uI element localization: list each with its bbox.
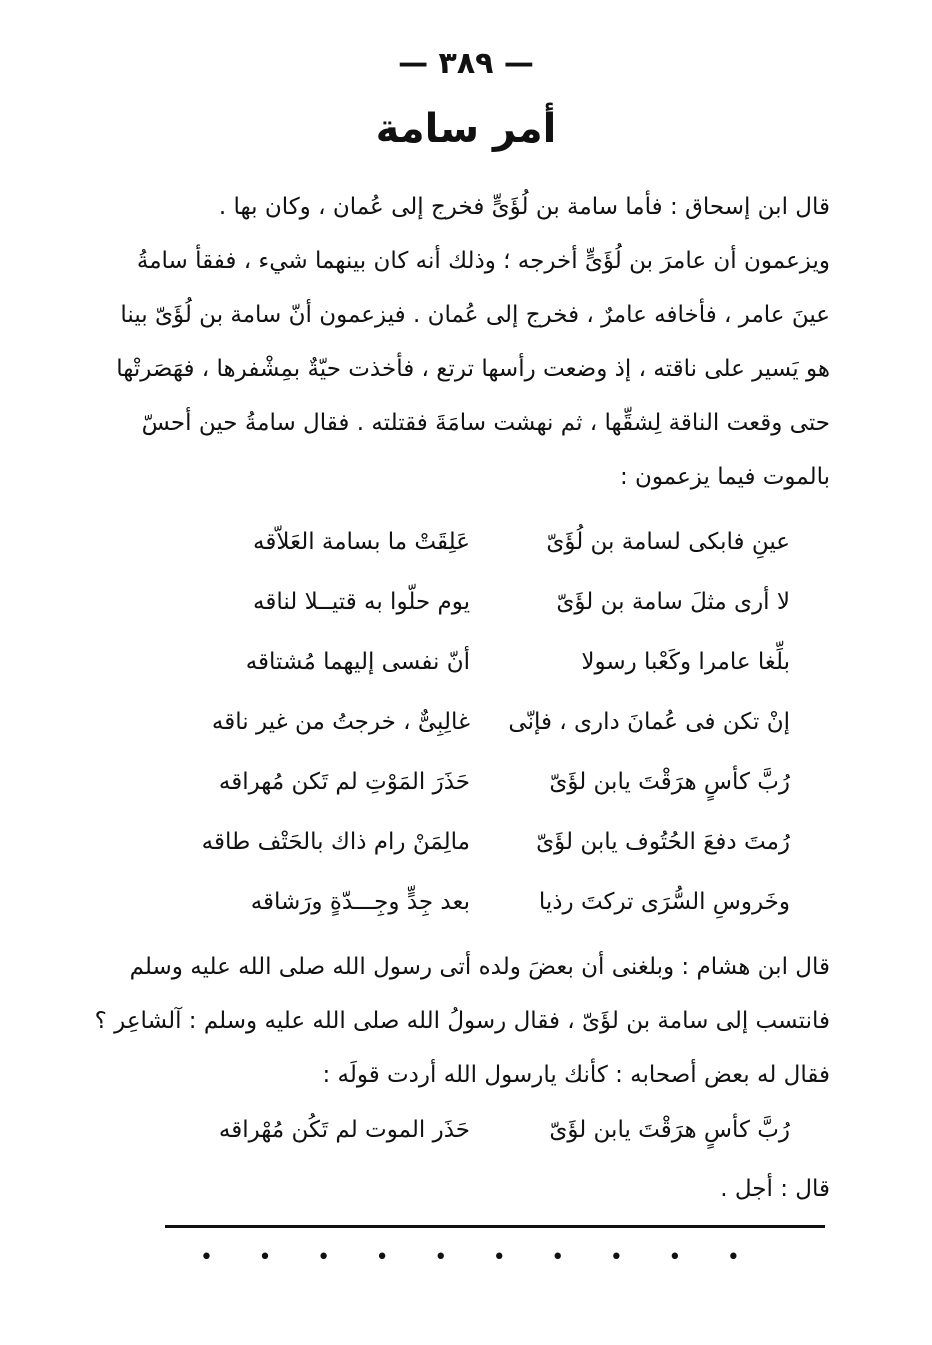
verse-hemistich-2: حَذَر الموت لم تَكُن مُهْراقه (218, 1117, 470, 1143)
paragraph-line: قال ابن إسحاق : فأما سامة بن لُؤَىٍّ فخرج إلى عُمان ، وكان بها . (218, 193, 830, 220)
ornament-dot: • (434, 1245, 448, 1270)
verse-hemistich-1: بلِّغا عامرا وكَعْبا رسولا (581, 649, 790, 675)
poem-1 (190, 512, 790, 932)
verse-hemistich-1: عينِ فابكى لسامة بن لُؤَىّ (546, 529, 790, 555)
ornament-dot: • (492, 1245, 506, 1270)
footer-rule (165, 1225, 825, 1228)
paragraph-line: عينَ عامر ، فأخافه عامرٌ ، فخرج إلى عُمان . فيزعمون أنّ سامة بن لُؤَىّ بينا (120, 301, 830, 328)
page-number: — ٣٨٩ — (398, 46, 534, 81)
paragraph-line: ويزعمون أن عامرَ بن لُؤَىٍّ أخرجه ؛ وذلك أنه كان بينهما شيء ، ففقأ سامةُ (136, 247, 830, 274)
footer-dots (200, 1245, 740, 1270)
verse-line (190, 632, 790, 692)
paragraph-line: فانتسب إلى سامة بن لؤَىّ ، فقال رسولُ الله صلى الله عليه وسلم : آلشاعِر ؟ (94, 1007, 830, 1034)
paragraph-line: قال ابن هشام : وبلغنى أن بعضَ ولده أتى رسول الله صلى الله عليه وسلم (129, 953, 830, 980)
verse-hemistich-1: إنْ تكن فى عُمانَ دارى ، فإنّى (508, 709, 790, 735)
verse-hemistich-2: مالِمَنْ رام ذاك بالحَتْف طاقه (201, 829, 470, 855)
verse-hemistich-1: وخَروسِ السُّرَى تركتَ رذيا (538, 889, 790, 915)
verse-hemistich-2: يوم حلّوا به قتيــلا لناقه (253, 589, 470, 615)
ornament-dot: • (375, 1245, 389, 1270)
paragraph-2 (94, 940, 830, 1102)
ornament-dot: • (258, 1245, 272, 1270)
paragraph-1 (116, 180, 830, 504)
verse-line (190, 572, 790, 632)
section-title: أمر سامة (375, 106, 557, 152)
paragraph-line: بالموت فيما يزعمون : (619, 463, 830, 490)
verse-line (190, 812, 790, 872)
verse-hemistich-1: رُبَّ كأسٍ هرَقْتَ يابن لؤَىّ (549, 1117, 790, 1143)
paragraph-line: فقال له بعض أصحابه : كأنك يارسول الله أردت قولَه : (322, 1061, 830, 1088)
verse-line (190, 1100, 790, 1160)
verse-line (190, 752, 790, 812)
ornament-dot: • (668, 1245, 682, 1270)
ornament-dot: • (317, 1245, 331, 1270)
verse-hemistich-2: حَذَرَ المَوْتِ لم تَكن مُهراقه (218, 769, 470, 795)
verse-line (190, 692, 790, 752)
paragraph-line: حتى وقعت الناقة لِشقِّها ، ثم نهشت سامَةَ فقتلته . فقال سامةُ حين أحسّ (141, 409, 830, 436)
closing-line: قال : أجل . (720, 1175, 830, 1202)
verse-line (190, 512, 790, 572)
closing-line-container (150, 1162, 830, 1216)
verse-hemistich-2: غالِبِىٌّ ، خرجتُ من غير ناقه (211, 709, 470, 735)
verse-hemistich-1: رُبَّ كأسٍ هرَقْتَ يابن لؤَىّ (549, 769, 790, 795)
paragraph-line: هو يَسير على ناقته ، إذ وضعت رأسها ترتع ، فأخذت حيّةٌ بمِشْفرها ، فهَصَرتْها (116, 355, 830, 382)
ornament-dot: • (609, 1245, 623, 1270)
verse-hemistich-1: رُمتَ دفعَ الحُتُوف يابن لؤَىّ (536, 829, 790, 855)
verse-hemistich-2: عَلِقَتْ ما بسامة العَلاّقه (253, 529, 470, 555)
ornament-dot: • (200, 1245, 213, 1270)
verse-hemistich-2: بعد جِدٍّ وجِـــدّةٍ ورَشاقه (250, 889, 470, 915)
ornament-dot: • (726, 1245, 740, 1270)
ornament-dot: • (551, 1245, 565, 1270)
verse-hemistich-2: أنّ نفسى إليهما مُشتاقه (245, 649, 470, 675)
verse-line (190, 872, 790, 932)
verse-hemistich-1: لا أرى مثلَ سامة بن لؤَىّ (556, 589, 790, 615)
poem-2 (190, 1100, 790, 1160)
